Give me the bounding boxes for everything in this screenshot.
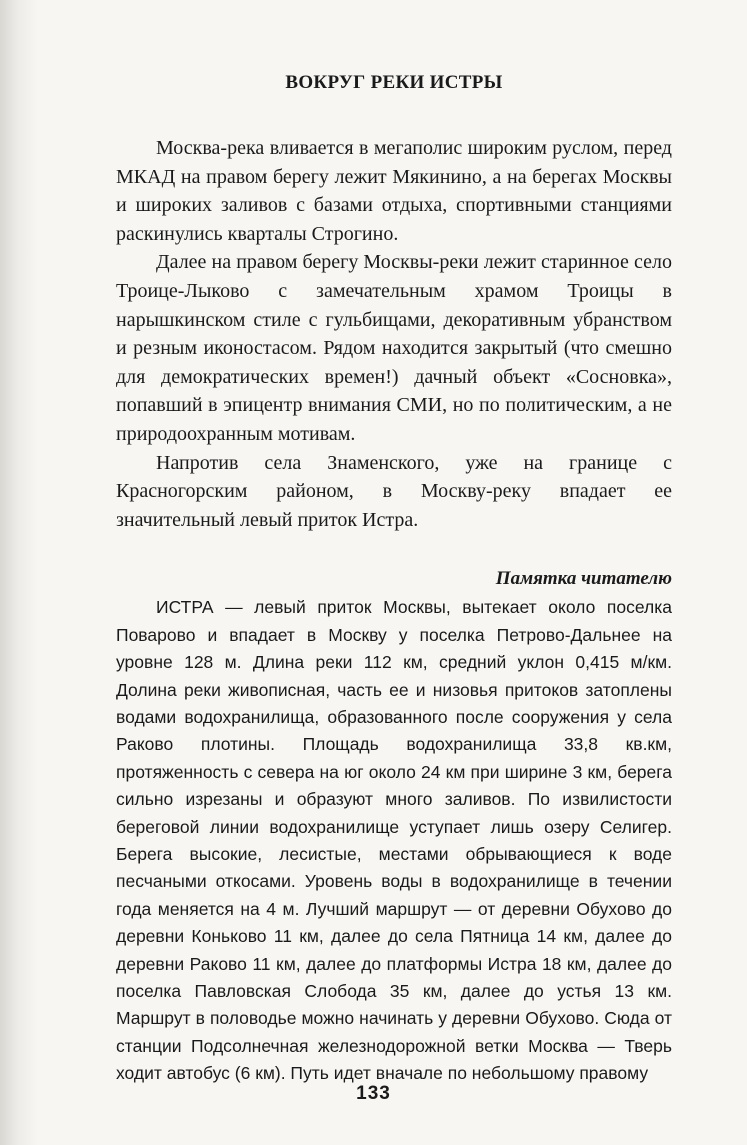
page-number: 133 — [356, 1083, 391, 1104]
paragraph: Москва-река вливается в мегаполис широким руслом, перед МКАД на правом берегу лежит Мякинино, а на берегах Москвы и широких заливов с базами отдыха, спортивными станциями раскинулись кварталы Строгино. — [116, 137, 672, 245]
main-text — [116, 134, 672, 534]
memo-heading: Памятка читателю — [495, 568, 672, 590]
chapter-title: ВОКРУГ РЕКИ ИСТРЫ — [285, 72, 503, 93]
page-content — [116, 72, 672, 1088]
scan-edge-shadow — [0, 0, 38, 1145]
paragraph: Напротив села Знаменского, уже на границе с Красногорским районом, в Москву-реку впадает ее значительный левый приток Истра. — [116, 451, 672, 531]
memo-text: ИСТРА — левый приток Москвы, вытекает около поселка Поварово и впадает в Москву у поселка Петрово-Дальнее на уровне 128 м. Длина реки 112 км, средний уклон 0,415 м/км. Долина реки живописная, часть ее и низовья притоков затоплены водами водохранилища, образованного после сооружения у села Раково плотины. Площадь водохранилища 33,8 кв.км, протяженность с севера на юг около 24 км при ширине 3 км, берега сильно изрезаны и образуют много заливов. По извилистости береговой линии водохранилище уступает лишь озеру Селигер. Берега высокие, лесистые, местами обрывающиеся к воде песчаными откосами. Уровень воды в водохранилище в течении года меняется на 4 м. Лучший маршрут — от деревни Обухово до деревни Коньково 11 км, далее до села Пятница 14 км, далее до деревни Раково 11 км, далее до платформы Истра 18 км, далее до поселка Павловская Слобода 35 км, далее до устья 13 км. Маршрут в половодье можно начинать у деревни Обухово. Сюда от станции Подсолнечная железнодорожной ветки Москва — Тверь ходит автобус (6 км). Путь идет вначале по небольшому правому — [116, 597, 672, 1084]
memo-box — [116, 594, 672, 1087]
paragraph: Далее на правом берегу Москвы-реки лежит старинное село Троице-Лыково с замечательным храмом Троицы в нарышкинском стиле с гульбищами, декоративным убранством и резным иконостасом. Рядом находится закрытый (что смешно для демократических времен!) дачный объект «Сосновка», попавший в эпицентр внимания СМИ, но по политическим, а не природоохранным мотивам. — [116, 251, 672, 445]
